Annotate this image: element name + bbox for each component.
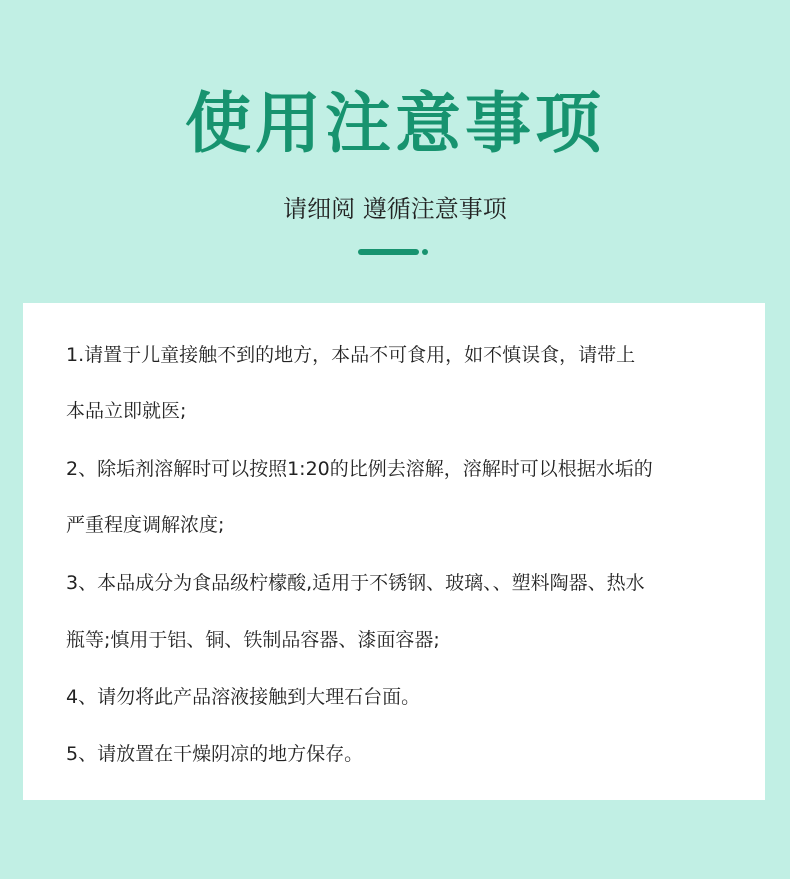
note-3-line-1: 3、本品成分为食品级柠檬酸,适用于不锈钢、玻璃、、塑料陶器、热水 — [66, 572, 645, 594]
note-5: 5、请放置在干燥阴凉的地方保存。 — [66, 743, 364, 765]
note-1-line-1: 1.请置于儿童接触不到的地方，本品不可食用，如不慎误食，请带上 — [66, 344, 636, 366]
note-3-line-2: 瓶等;慎用于铝、铜、铁制品容器、漆面容器; — [66, 629, 440, 651]
notes-card — [23, 303, 765, 800]
page-subtitle: 请细阅 遵循注意事项 — [283, 195, 507, 223]
page-title: 使用注意事项 — [185, 85, 605, 162]
divider-bar — [358, 249, 419, 255]
note-2-line-1: 2、除垢剂溶解时可以按照1:20的比例去溶解，溶解时可以根据水垢的 — [66, 458, 653, 480]
note-4: 4、请勿将此产品溶液接触到大理石台面。 — [66, 686, 421, 708]
note-2-line-2: 严重程度调解浓度; — [66, 514, 225, 536]
note-1-line-2: 本品立即就医; — [66, 400, 187, 422]
divider-dot — [422, 249, 428, 255]
